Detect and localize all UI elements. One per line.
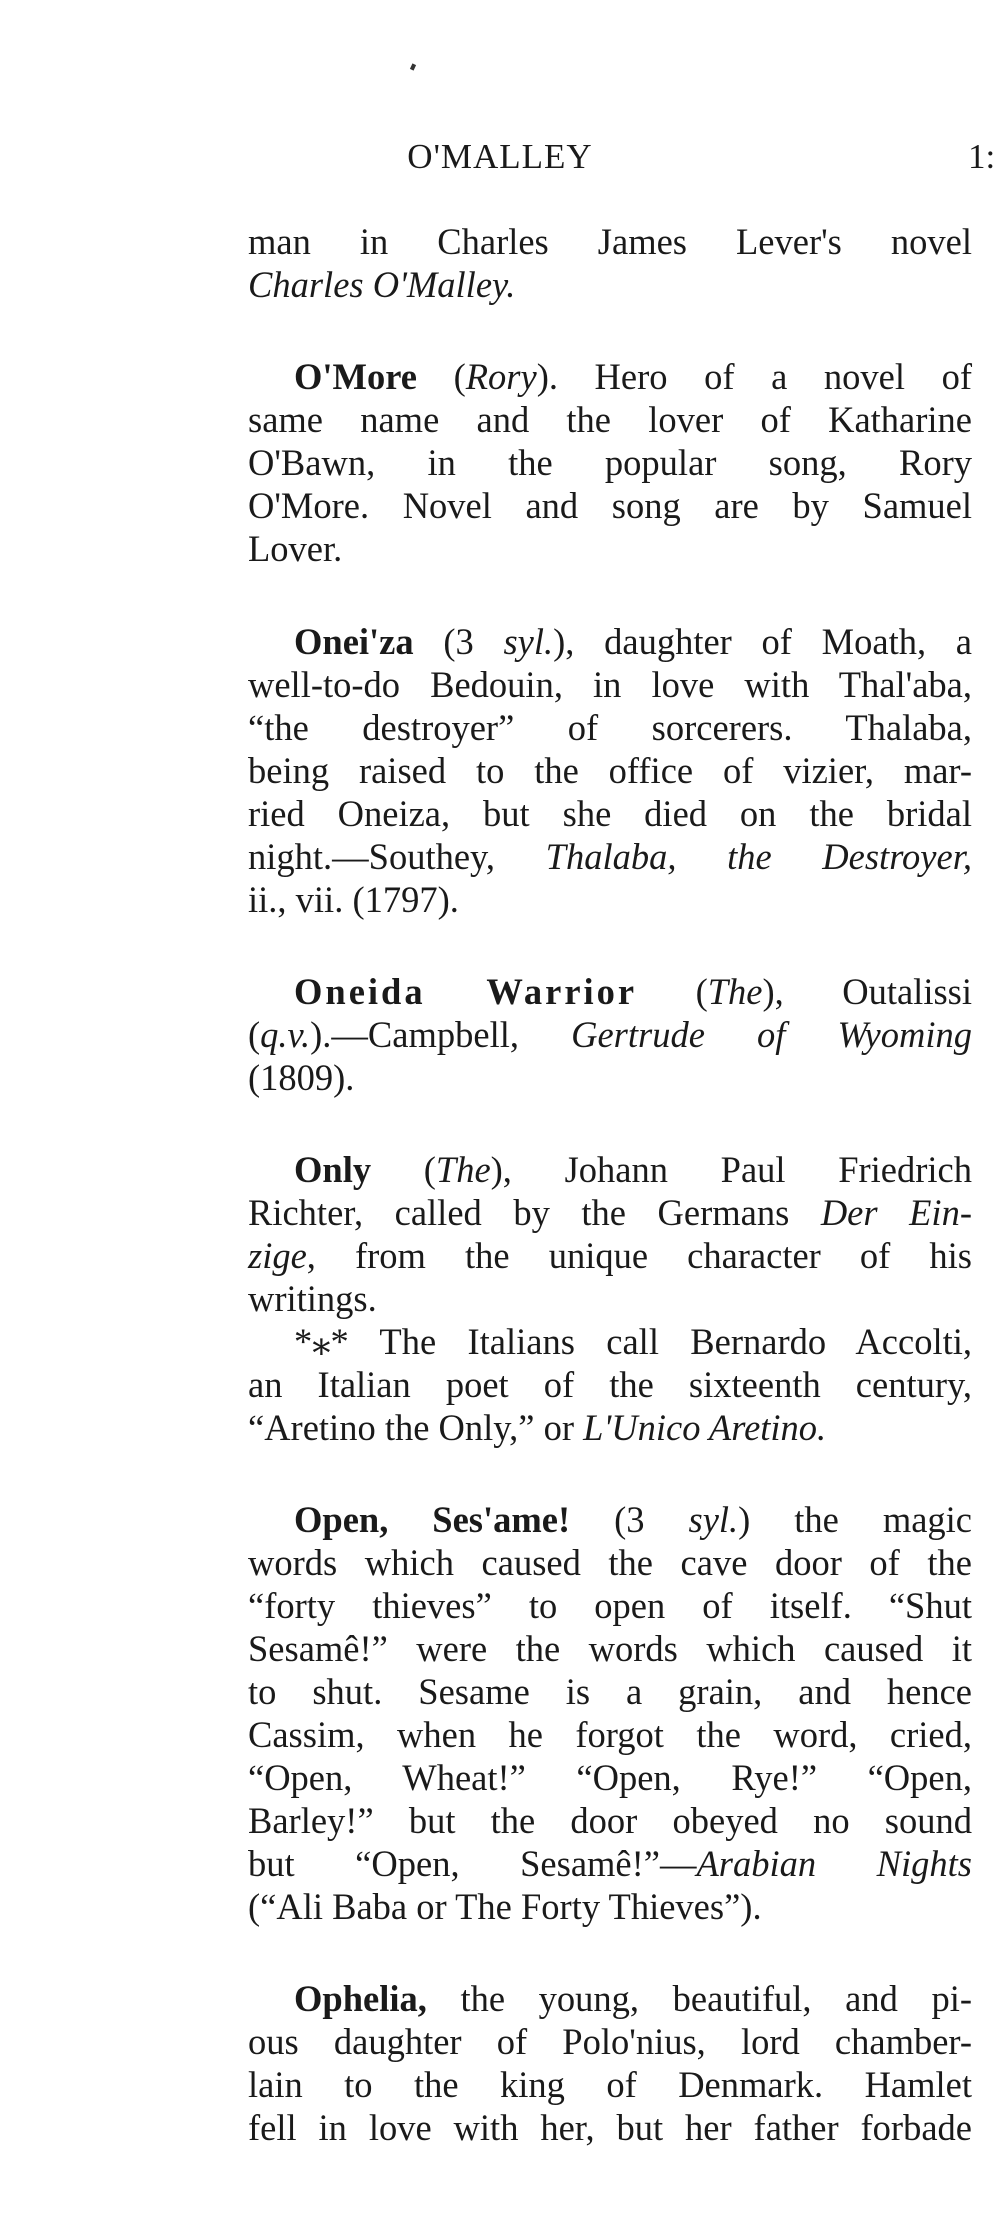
headword: Oneida Warrior [294,971,638,1012]
entry-line: (1809). [248,1057,355,1098]
page-number: 1: [968,137,996,176]
entry-line: (q.v.).—Campbell, Gertrude of Wyoming [248,1014,972,1055]
entry-line: *⁎* The Italians call Bernardo Accolti, [294,1321,972,1362]
entry-line: Cassim, when he forgot the word, cried, [248,1714,972,1755]
entry-line: Lover. [248,528,343,569]
entry-line: “forty thieves” to open of itself. “Shut [248,1585,972,1626]
entry-line: “Open, Wheat!” “Open, Rye!” “Open, [248,1757,972,1798]
entry-line: but “Open, Sesamê!”—Arabian Nights [248,1843,972,1884]
entry-oneiza-first-line: Onei'za (3 syl.), daughter of Moath, a [294,621,972,662]
entry-line: fell in love with her, but her father forbade [248,2107,972,2148]
entry-line: ried Oneiza, but she died on the bridal [248,793,972,834]
entry-line: well-to-do Bedouin, in love with Thal'aba, [248,664,972,705]
entry-open-sesame-first-line: Open, Ses'ame! (3 syl.) the magic [294,1499,973,1540]
entry-line: ii., vii. (1797). [248,879,459,920]
headword: Onei'za [294,621,414,662]
entry-oneida-first-line: Oneida Warrior (The), Outalissi [294,971,973,1012]
running-head: O'MALLEY [407,137,593,176]
entry-line: lain to the king of Denmark. Hamlet [248,2064,972,2105]
entry-line: night.—Southey, Thalaba, the Destroyer, [248,836,972,877]
entry-line: ous daughter of Polo'nius, lord chamber- [248,2021,972,2062]
print-speck [410,63,416,70]
entry-line: O'More. Novel and song are by Samuel [248,485,972,526]
entry-line: Charles O'Malley. [248,264,516,305]
entry-omore-first-line: O'More (Rory). Hero of a novel of [294,356,972,397]
headword: O'More [294,356,417,397]
headword: Open, Ses'ame! [294,1499,571,1540]
page-header [0,137,1000,187]
entry-only-first-line: Only (The), Johann Paul Friedrich [294,1149,972,1190]
entry-line: words which caused the cave door of the [248,1542,972,1583]
entry-line: “the destroyer” of sorcerers. Thalaba, [248,707,972,748]
entry-line: writings. [248,1278,377,1319]
entry-line: (“Ali Baba or The Forty Thieves”). [248,1886,762,1927]
entry-line: Richter, called by the Germans Der Ein- [248,1192,972,1233]
entry-line: Sesamê!” were the words which caused it [248,1628,972,1669]
entry-line: same name and the lover of Katharine [248,399,972,440]
entry-line: being raised to the office of vizier, mar- [248,750,972,791]
entry-line: man in Charles James Lever's novel [248,221,972,262]
headword: Only [294,1149,372,1190]
entry-line: zige, from the unique character of his [248,1235,972,1276]
entry-line: “Aretino the Only,” or L'Unico Aretino. [248,1407,827,1448]
entry-line: O'Bawn, in the popular song, Rory [248,442,972,483]
entry-line: an Italian poet of the sixteenth century, [248,1364,972,1405]
entry-line: Barley!” but the door obeyed no sound [248,1800,972,1841]
entry-ophelia-first-line: Ophelia, the young, beautiful, and pi- [294,1978,972,2019]
entry-line: to shut. Sesame is a grain, and hence [248,1671,972,1712]
headword: Ophelia, [294,1978,427,2019]
